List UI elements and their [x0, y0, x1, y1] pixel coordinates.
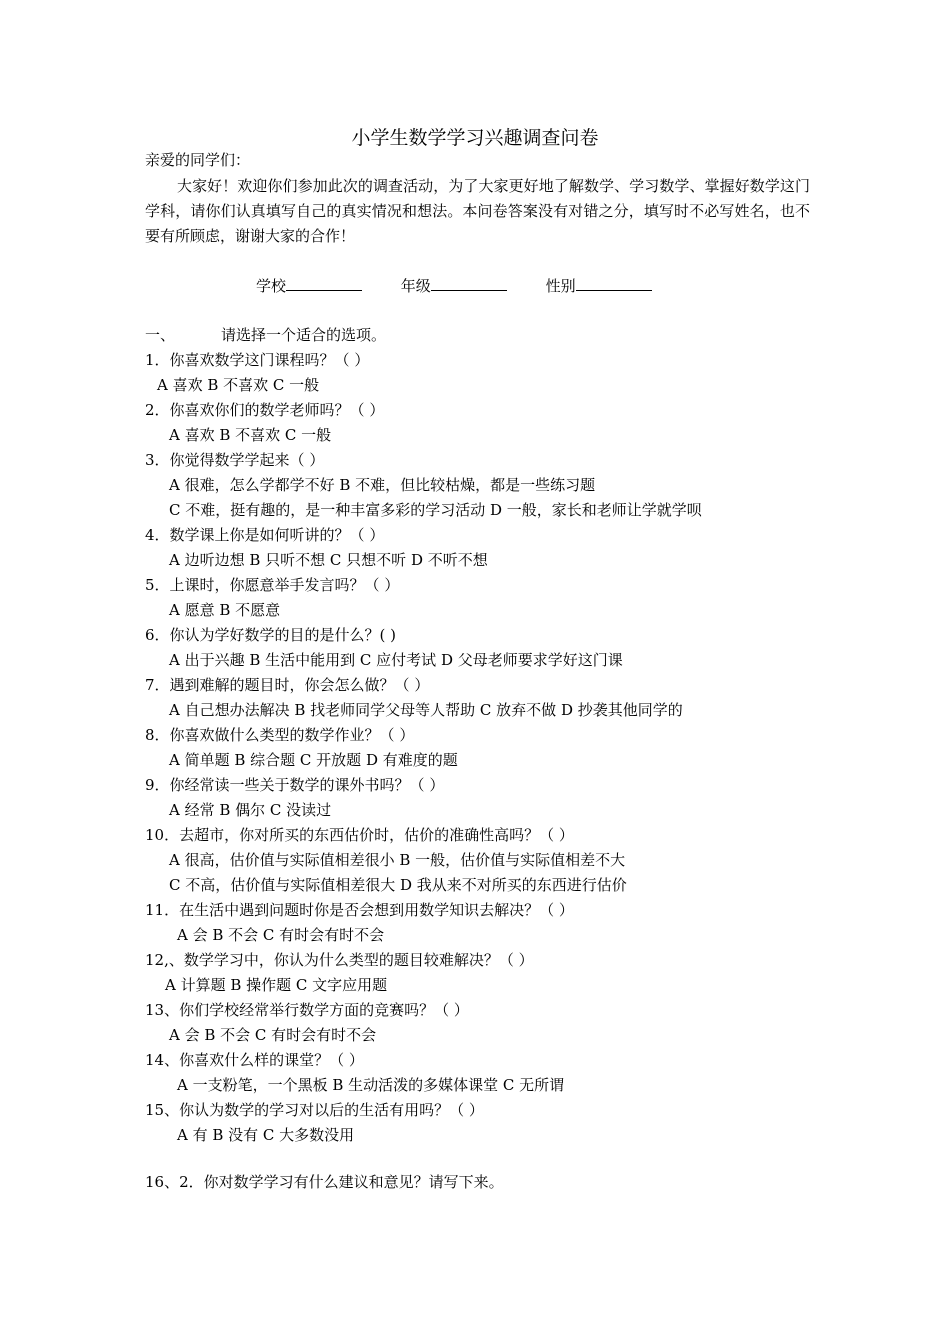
school-blank[interactable]	[286, 276, 362, 291]
question-6-options[interactable]: A 出于兴趣 B 生活中能用到 C 应付考试 D 父母老师要求学好这门课	[169, 651, 623, 669]
question-9: 9．你经常读一些关于数学的课外书吗？（ ）	[145, 776, 445, 794]
question-13: 13、你们学校经常举行数学方面的竞赛吗？（ ）	[145, 1001, 469, 1019]
question-2-options[interactable]: A 喜欢 B 不喜欢 C 一般	[169, 426, 332, 444]
question-4: 4．数学课上你是如何听讲的？（ ）	[145, 526, 385, 544]
gender-blank[interactable]	[576, 276, 652, 291]
question-12-options[interactable]: A 计算题 B 操作题 C 文字应用题	[165, 976, 388, 994]
question-7-options[interactable]: A 自己想办法解决 B 找老师同学父母等人帮助 C 放弃不做 D 抄袭其他同学的	[169, 701, 683, 719]
question-15-options[interactable]: A 有 B 没有 C 大多数没用	[177, 1126, 355, 1144]
question-4-options[interactable]: A 边听边想 B 只听不想 C 只想不听 D 不听不想	[169, 551, 488, 569]
question-8: 8．你喜欢做什么类型的数学作业？（ ）	[145, 726, 415, 744]
school-label: 学校	[256, 277, 287, 295]
question-13-options[interactable]: A 会 B 不会 C 有时会有时不会	[169, 1026, 377, 1044]
question-1-options[interactable]: A 喜欢 B 不喜欢 C 一般	[157, 376, 320, 394]
info-fields	[256, 274, 686, 298]
question-7: 7．遇到难解的题目时，你会怎么做？（ ）	[145, 676, 430, 694]
question-14-options[interactable]: A 一支粉笔，一个黑板 B 生动活泼的多媒体课堂 C 无所谓	[177, 1076, 565, 1094]
question-8-options[interactable]: A 简单题 B 综合题 C 开放题 D 有难度的题	[169, 751, 458, 769]
question-10-options-line-1[interactable]: A 很高，估价值与实际值相差很小 B 一般，估价值与实际值相差不大	[169, 851, 626, 869]
question-3-options-line-1[interactable]: A 很难，怎么学都学不好 B 不难，但比较枯燥，都是一些练习题	[169, 476, 596, 494]
question-5-options[interactable]: A 愿意 B 不愿意	[169, 601, 281, 619]
question-14: 14、你喜欢什么样的课堂？（ ）	[145, 1051, 364, 1069]
question-5: 5．上课时，你愿意举手发言吗？（ ）	[145, 576, 400, 594]
grade-blank[interactable]	[431, 276, 507, 291]
question-9-options[interactable]: A 经常 B 偶尔 C 没读过	[169, 801, 332, 819]
section-number: 一、	[145, 326, 176, 344]
question-16: 16、2．你对数学学习有什么建议和意见？请写下来。	[145, 1173, 504, 1191]
greeting: 亲爱的同学们：	[145, 151, 251, 169]
gender-label: 性别	[545, 277, 576, 295]
section-heading	[145, 323, 386, 347]
grade-label: 年级	[400, 277, 431, 295]
question-10-options-line-2[interactable]: C 不高，估价值与实际值相差很大 D 我从来不对所买的东西进行估价	[169, 876, 627, 894]
question-6: 6．你认为学好数学的目的是什么？( )	[145, 626, 397, 644]
question-10: 10．去超市，你对所买的东西估价时，估价的准确性高吗？（ ）	[145, 826, 574, 844]
intro-paragraph: 大家好！欢迎你们参加此次的调查活动，为了大家更好地了解数学、学习数学、掌握好数学这门学科，请你们认真填写自己的真实情况和想法。本问卷答案没有对错之分，填写时不必写姓名，也不要有所顾虑，谢谢大家的合作！	[145, 177, 810, 245]
grade-field[interactable]	[401, 274, 507, 298]
document-title: 小学生数学学习兴趣调查问卷	[351, 127, 599, 149]
question-15: 15、你认为数学的学习对以后的生活有用吗？（ ）	[145, 1101, 484, 1119]
question-2: 2．你喜欢你们的数学老师吗？（ ）	[145, 401, 385, 419]
question-11-options[interactable]: A 会 B 不会 C 有时会有时不会	[177, 926, 385, 944]
question-11: 11．在生活中遇到问题时你是否会想到用数学知识去解决？（ ）	[145, 901, 574, 919]
question-3: 3．你觉得数学学起来（ ）	[145, 451, 325, 469]
question-12: 12,、数学学习中，你认为什么类型的题目较难解决？（ ）	[145, 951, 534, 969]
section-instruction: 请选择一个适合的选项。	[221, 326, 387, 344]
school-field[interactable]	[256, 274, 362, 298]
gender-field[interactable]	[546, 274, 652, 298]
question-1: 1．你喜欢数学这门课程吗？（ ）	[145, 351, 370, 369]
question-3-options-line-2[interactable]: C 不难，挺有趣的，是一种丰富多彩的学习活动 D 一般，家长和老师让学就学呗	[169, 501, 702, 519]
